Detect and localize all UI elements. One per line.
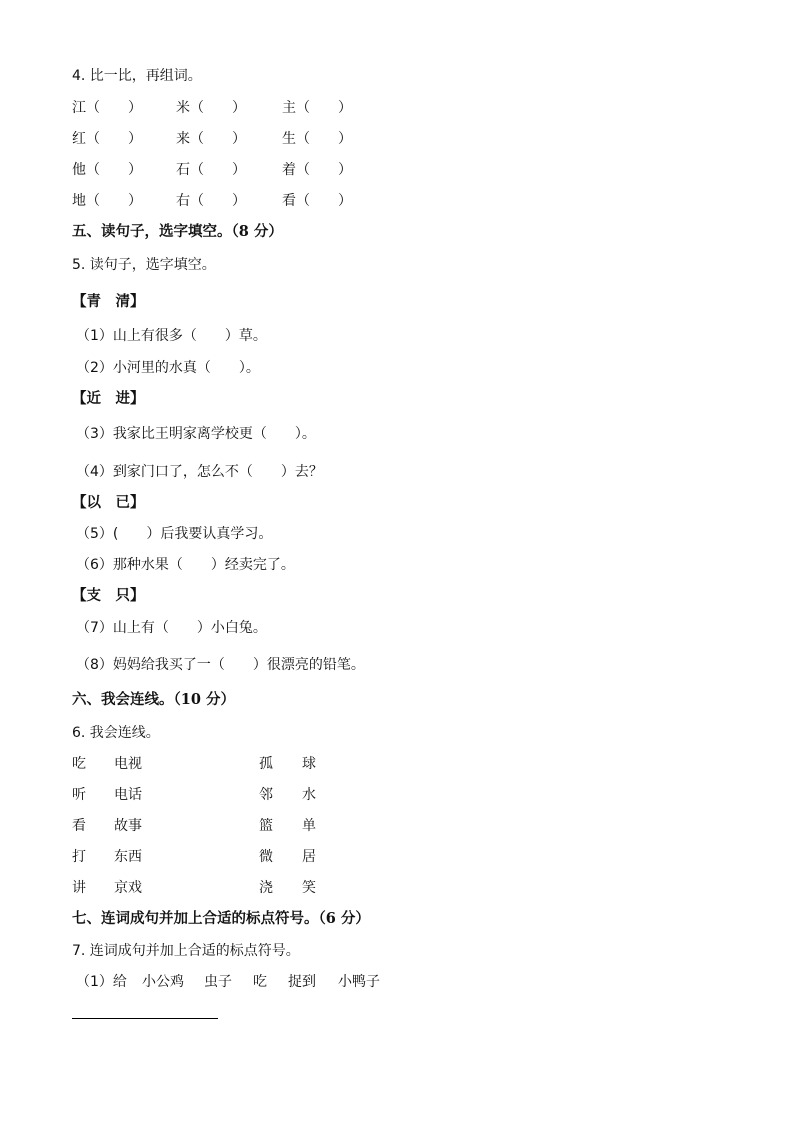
q4-cell: 红（ ） xyxy=(72,131,142,147)
match-char: 浇 xyxy=(259,880,273,896)
section7-heading: 七、连词成句并加上合适的标点符号。（6 分） xyxy=(72,910,370,927)
word-token: （1）给 xyxy=(76,974,127,990)
sentence-item: （7）山上有（ ）小白兔。 xyxy=(76,620,267,636)
word-token: 吃 xyxy=(253,974,267,990)
sentence-item: （1）山上有很多（ ）草。 xyxy=(76,328,267,344)
q4-cell: 生（ ） xyxy=(282,131,352,147)
choice-group-label: 【近 进】 xyxy=(72,390,145,407)
q4-cell: 江（ ） xyxy=(72,100,142,116)
q6-title: 6. 我会连线。 xyxy=(72,725,160,741)
match-char: 居 xyxy=(302,849,316,865)
sentence-item: （2）小河里的水真（ ）。 xyxy=(76,360,260,376)
q4-cell: 来（ ） xyxy=(176,131,246,147)
q4-cell: 看（ ） xyxy=(282,193,352,209)
match-char: 打 xyxy=(72,849,86,865)
match-char: 篮 xyxy=(259,818,273,834)
match-char: 看 xyxy=(72,818,86,834)
q4-cell: 右（ ） xyxy=(176,193,246,209)
q4-cell: 米（ ） xyxy=(176,100,246,116)
q4-cell: 他（ ） xyxy=(72,162,142,178)
q4-title: 4. 比一比，再组词。 xyxy=(72,68,202,84)
match-char: 水 xyxy=(302,787,316,803)
word-token: 虫子 xyxy=(204,974,232,990)
match-char: 讲 xyxy=(72,880,86,896)
section6-heading: 六、我会连线。（10 分） xyxy=(72,691,235,708)
match-word: 故事 xyxy=(114,818,142,834)
match-char: 球 xyxy=(302,756,316,772)
section5-heading: 五、读句子，选字填空。（8 分） xyxy=(72,223,283,240)
q4-cell: 地（ ） xyxy=(72,193,142,209)
q4-cell: 主（ ） xyxy=(282,100,352,116)
match-char: 孤 xyxy=(259,756,273,772)
sentence-item: （6）那种水果（ ）经卖完了。 xyxy=(76,557,295,573)
q4-cell: 着（ ） xyxy=(282,162,352,178)
word-token: 小鸭子 xyxy=(338,974,380,990)
match-char: 单 xyxy=(302,818,316,834)
match-char: 邻 xyxy=(259,787,273,803)
sentence-item: （3）我家比王明家离学校更（ ）。 xyxy=(76,426,316,442)
q7-title: 7. 连词成句并加上合适的标点符号。 xyxy=(72,943,300,959)
match-word: 电话 xyxy=(114,787,142,803)
choice-group-label: 【以 已】 xyxy=(72,494,145,511)
match-word: 电视 xyxy=(114,756,142,772)
choice-group-label: 【青 清】 xyxy=(72,293,145,310)
word-token: 捉到 xyxy=(288,974,316,990)
match-word: 东西 xyxy=(114,849,142,865)
sentence-item: （5）( ）后我要认真学习。 xyxy=(76,526,273,542)
sentence-item: （4）到家门口了，怎么不（ ）去？ xyxy=(76,464,323,480)
q5-title: 5. 读句子，选字填空。 xyxy=(72,257,216,273)
sentence-item: （8）妈妈给我买了一（ ）很漂亮的铅笔。 xyxy=(76,657,365,673)
match-char: 听 xyxy=(72,787,86,803)
footnote-divider xyxy=(72,1018,218,1019)
q4-cell: 石（ ） xyxy=(176,162,246,178)
match-char: 笑 xyxy=(302,880,316,896)
word-token: 小公鸡 xyxy=(142,974,184,990)
match-char: 微 xyxy=(259,849,273,865)
choice-group-label: 【支 只】 xyxy=(72,587,145,604)
match-char: 吃 xyxy=(72,756,86,772)
match-word: 京戏 xyxy=(114,880,142,896)
